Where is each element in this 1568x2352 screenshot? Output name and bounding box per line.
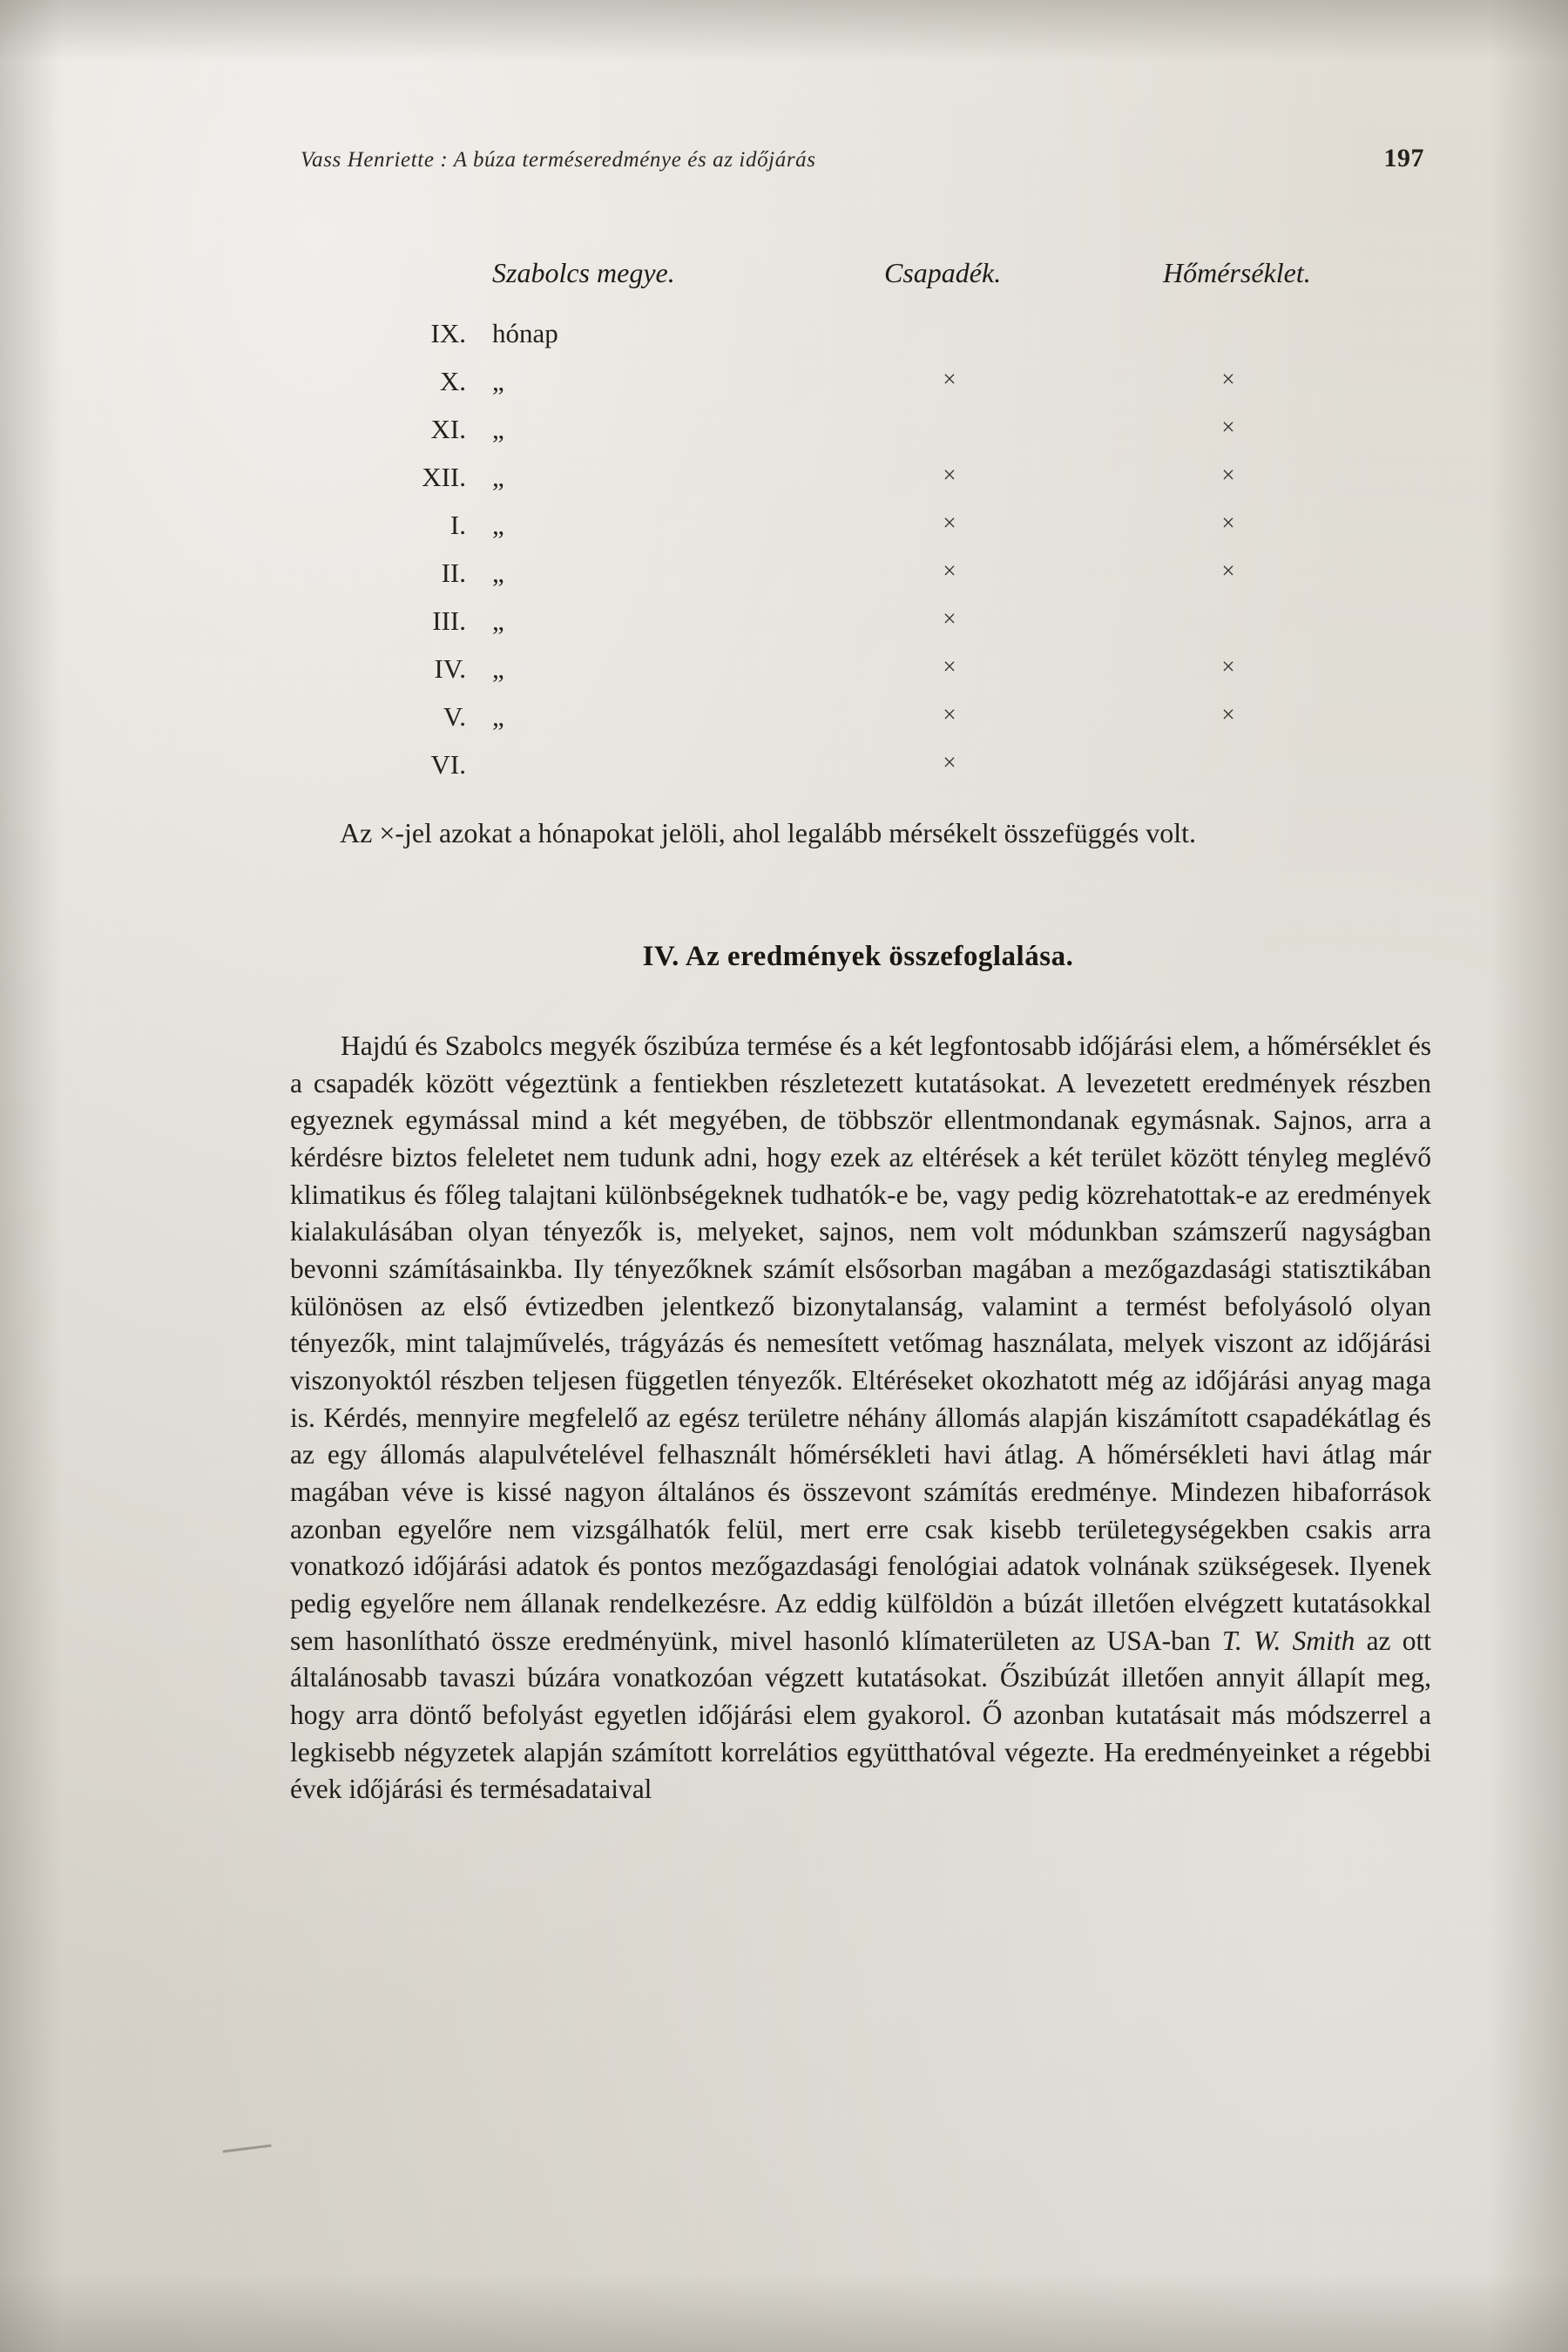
table-row [292, 701, 1337, 749]
cell-temperature-mark: × [1221, 366, 1235, 392]
table-note [292, 814, 1424, 852]
cell-unit: „ [492, 366, 504, 396]
cell-precipitation-mark: × [943, 558, 956, 584]
body-text-part-1: Hajdú és Szabolcs megyék őszibúza termése és a két legfontosabb időjárási elem, a hőmérséklet és a csapadék között végeztünk a fentiekben részletezett kutatásokat. A levezetett eredmények részben egyeznek egymással mind a két megyében, de többször ellentmondanak egymásnak. Sajnos, arra a kérdésre biztos feleletet nem tudunk adni, hogy ezek az eltérések a két terület között tényleg meglévő klimatikus és főleg talajtani különbségeknek tudhatók-e be, vagy pedig közrehatottak-e az eredmények kialakulásában olyan tényezők is, melyeket, sajnos, nem volt módunkban számszerű nagyságban bevonni számításainkba. Ily tényezőknek számít elsősorban magában a mezőgazdasági statisztikában különösen az első évtizedben jelentkező bizonytalanság, valamint a termést befolyásoló olyan tényezők, mint talajművelés, trágyázás és nemesített vetőmag használata, melyek viszont az időjárási viszonyoktól részben teljesen független tényezők. Eltéréseket okozhatott még az időjárási anyag maga is. Kérdés, mennyire megfelelő az egész területre néhány állomás alapján kiszámított csapadékátlag és az egy állomás alapulvételével felhasznált hőmérsékleti havi átlag. A hőmérsékleti havi átlag már magában véve is kissé nagyon általános és összevont számítás eredménye. Mindezen hibaforrások azonban egyelőre nem vizsgálhatók felül, mert erre csak kisebb területegységekben csakis arra vonatkozó időjárási adatok és pontos mezőgazdasági fenológiai adatok volnának szükségesek. Ilyenek pedig egyelőre nem állanak rendelkezésre. Az eddig külföldön a búzát illetően elvégzett kutatásokkal sem hasonlítható össze eredményünk, mivel hasonló klímaterületen az USA-ban [290, 1031, 1431, 1656]
cell-precipitation-mark: × [943, 653, 956, 679]
cell-temperature-mark: × [1221, 653, 1235, 679]
table-row [292, 558, 1337, 605]
cell-temperature-mark: × [1221, 510, 1235, 536]
body-paragraph [290, 1028, 1431, 1808]
table-row [292, 414, 1337, 462]
cell-month: III. [432, 605, 466, 636]
page-content [187, 0, 1432, 2352]
cell-month: II. [441, 558, 466, 588]
running-head [301, 144, 1424, 173]
table-header-row [292, 257, 1337, 309]
table-row [292, 605, 1337, 653]
cell-month: XI. [430, 414, 466, 444]
cell-month: X. [439, 366, 466, 396]
scan-shadow-right [1490, 0, 1568, 2352]
table-body [292, 318, 1337, 797]
cell-temperature-mark: × [1221, 462, 1235, 488]
cell-precipitation-mark: × [943, 462, 956, 488]
cell-month: V. [443, 701, 466, 732]
cell-temperature-mark: × [1221, 701, 1235, 727]
correlation-table [292, 257, 1337, 797]
table-row [292, 462, 1337, 510]
table-note-text: Az ×-jel azokat a hónapokat jelöli, ahol legalább mérsékelt összefüggés volt. [340, 817, 1197, 848]
cell-month: IX. [430, 318, 466, 348]
cell-unit: „ [492, 510, 504, 540]
cell-temperature-mark: × [1221, 414, 1235, 440]
cell-unit: hónap [492, 318, 558, 348]
section-heading: IV. Az eredmények összefoglalása. [642, 941, 1074, 972]
margin-pencil-mark [221, 2136, 271, 2153]
table-row [292, 749, 1337, 797]
cell-precipitation-mark: × [943, 510, 956, 536]
cell-unit: „ [492, 414, 504, 444]
cell-unit: „ [492, 605, 504, 636]
cell-unit: „ [492, 653, 504, 684]
cell-month: VI. [430, 749, 466, 780]
cell-temperature-mark: × [1221, 558, 1235, 584]
cell-month: I. [449, 510, 466, 540]
cell-precipitation-mark: × [943, 605, 956, 632]
table-header-precipitation: Csapadék. [884, 257, 1002, 288]
cell-unit: „ [492, 462, 504, 492]
cell-precipitation-mark: × [943, 366, 956, 392]
cell-unit: „ [492, 558, 504, 588]
scan-shadow-left [0, 0, 61, 2352]
running-head-title: Vass Henriette : A búza terméseredménye és az időjárás [301, 148, 816, 172]
cell-month: IV. [434, 653, 466, 684]
body-text [290, 1028, 1431, 1808]
page-number: 197 [1383, 144, 1424, 172]
cell-unit: „ [492, 701, 504, 732]
cell-month: XII. [422, 462, 466, 492]
body-text-italic-name: T. W. Smith [1221, 1625, 1355, 1656]
table-row [292, 366, 1337, 414]
table-row [292, 653, 1337, 701]
table-header-temperature: Hőmérséklet. [1163, 257, 1311, 288]
table-row [292, 318, 1337, 366]
body-text-part-2: az ott általánosabb tavaszi búzára vonatkozóan végzett kutatásokat. Őszibúzát illetően annyit állapít meg, hogy arra döntő befolyást egyetlen időjárási elem gyakorol. Ő azonban kutatásait más módszerrel a legkisebb négyzetek alapján számított korrelátios együtthatóval végezte. Ha eredményeinket a régebbi évek időjárási és termésadataival [290, 1625, 1432, 1805]
table-header-region: Szabolcs megye. [492, 257, 675, 288]
cell-precipitation-mark: × [943, 749, 956, 775]
cell-precipitation-mark: × [943, 701, 956, 727]
table-row [292, 510, 1337, 558]
